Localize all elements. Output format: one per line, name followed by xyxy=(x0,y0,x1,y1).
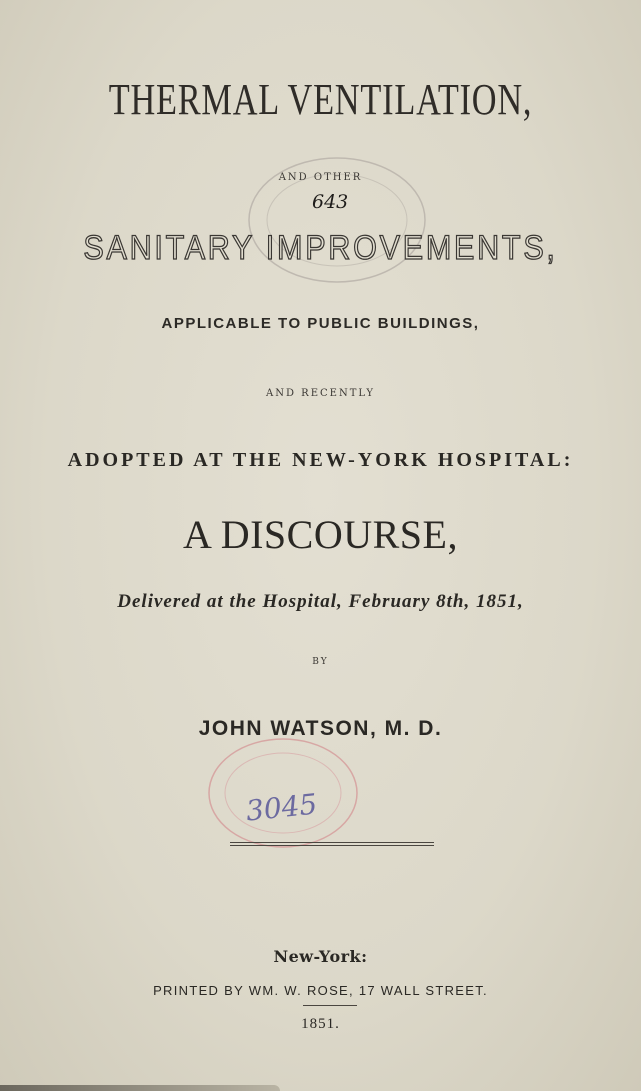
subject-heading: SANITARY IMPROVEMENTS, xyxy=(83,229,558,267)
title: THERMAL VENTILATION, xyxy=(108,75,533,124)
discourse-heading: A DISCOURSE, xyxy=(183,512,458,557)
imprint-place: New-York: xyxy=(273,947,368,966)
author-name: JOHN WATSON, M. D. xyxy=(198,717,443,740)
handwritten-accession-number: 3045 xyxy=(244,787,319,828)
double-rule-upper xyxy=(230,842,434,843)
delivered-line: Delivered at the Hospital, February 8th, 1851, xyxy=(117,591,524,612)
and-other-label: AND OTHER xyxy=(278,172,363,183)
imprint-printer: PRINTED BY WM. W. ROSE, 17 WALL STREET. xyxy=(153,983,488,998)
short-rule xyxy=(303,1005,357,1006)
handwritten-shelf-mark: 643 xyxy=(312,191,349,213)
applicable-line: APPLICABLE TO PUBLIC BUILDINGS, xyxy=(161,315,480,332)
adopted-line: ADOPTED AT THE NEW-YORK HOSPITAL: xyxy=(67,449,574,471)
double-rule-lower xyxy=(230,845,434,846)
page-edge-shadow xyxy=(0,1085,280,1091)
and-recently-label: AND RECENTLY xyxy=(266,388,375,399)
imprint-year: 1851. xyxy=(301,1016,340,1032)
by-label: BY xyxy=(312,657,329,667)
